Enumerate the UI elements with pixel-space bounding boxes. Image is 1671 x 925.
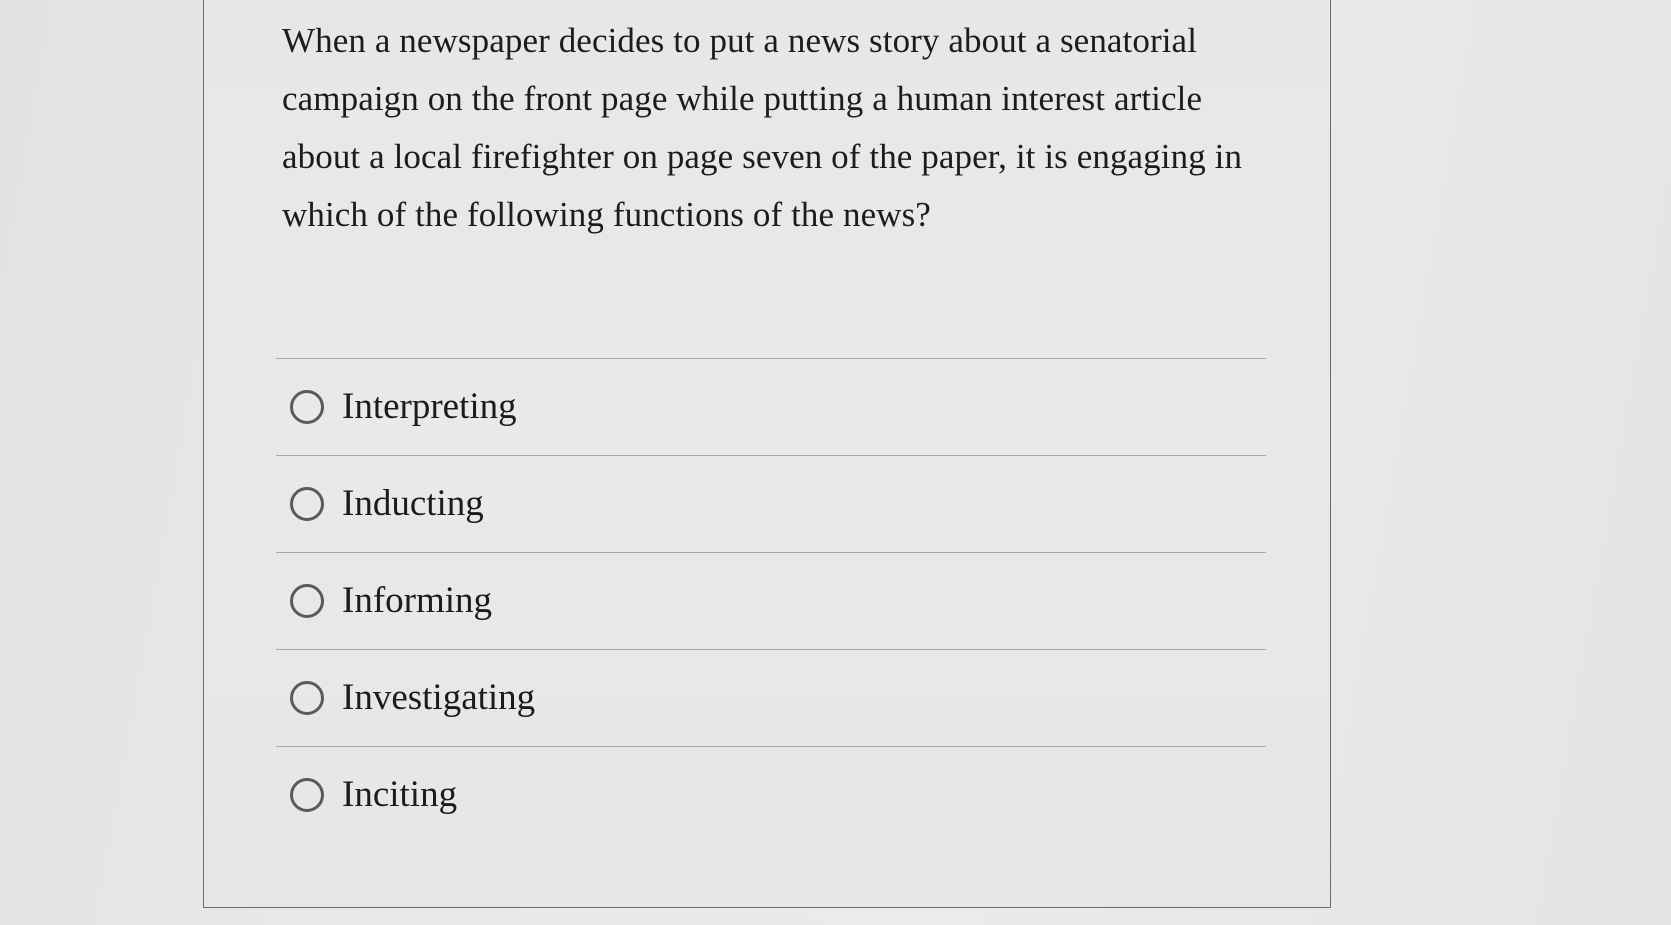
option-investigating[interactable]: [276, 649, 1266, 746]
question-card: [203, 0, 1331, 908]
option-label: Inducting: [342, 483, 484, 524]
radio-button[interactable]: [290, 390, 324, 424]
option-inciting[interactable]: [276, 746, 1266, 843]
answer-options: [276, 358, 1266, 843]
radio-button[interactable]: [290, 487, 324, 521]
radio-button[interactable]: [290, 778, 324, 812]
option-label: Investigating: [342, 677, 536, 718]
option-label: Interpreting: [342, 386, 517, 427]
radio-button[interactable]: [290, 584, 324, 618]
option-interpreting[interactable]: [276, 358, 1266, 455]
option-inducting[interactable]: [276, 455, 1266, 552]
option-label: Informing: [342, 580, 493, 621]
option-informing[interactable]: [276, 552, 1266, 649]
radio-button[interactable]: [290, 681, 324, 715]
question-text: When a newspaper decides to put a news story about a senatorial campaign on the front page while putting a human interest article about a local firefighter on page seven of the paper, it is engaging in which of the following functions of the news?: [282, 21, 1243, 234]
option-label: Inciting: [342, 774, 458, 815]
